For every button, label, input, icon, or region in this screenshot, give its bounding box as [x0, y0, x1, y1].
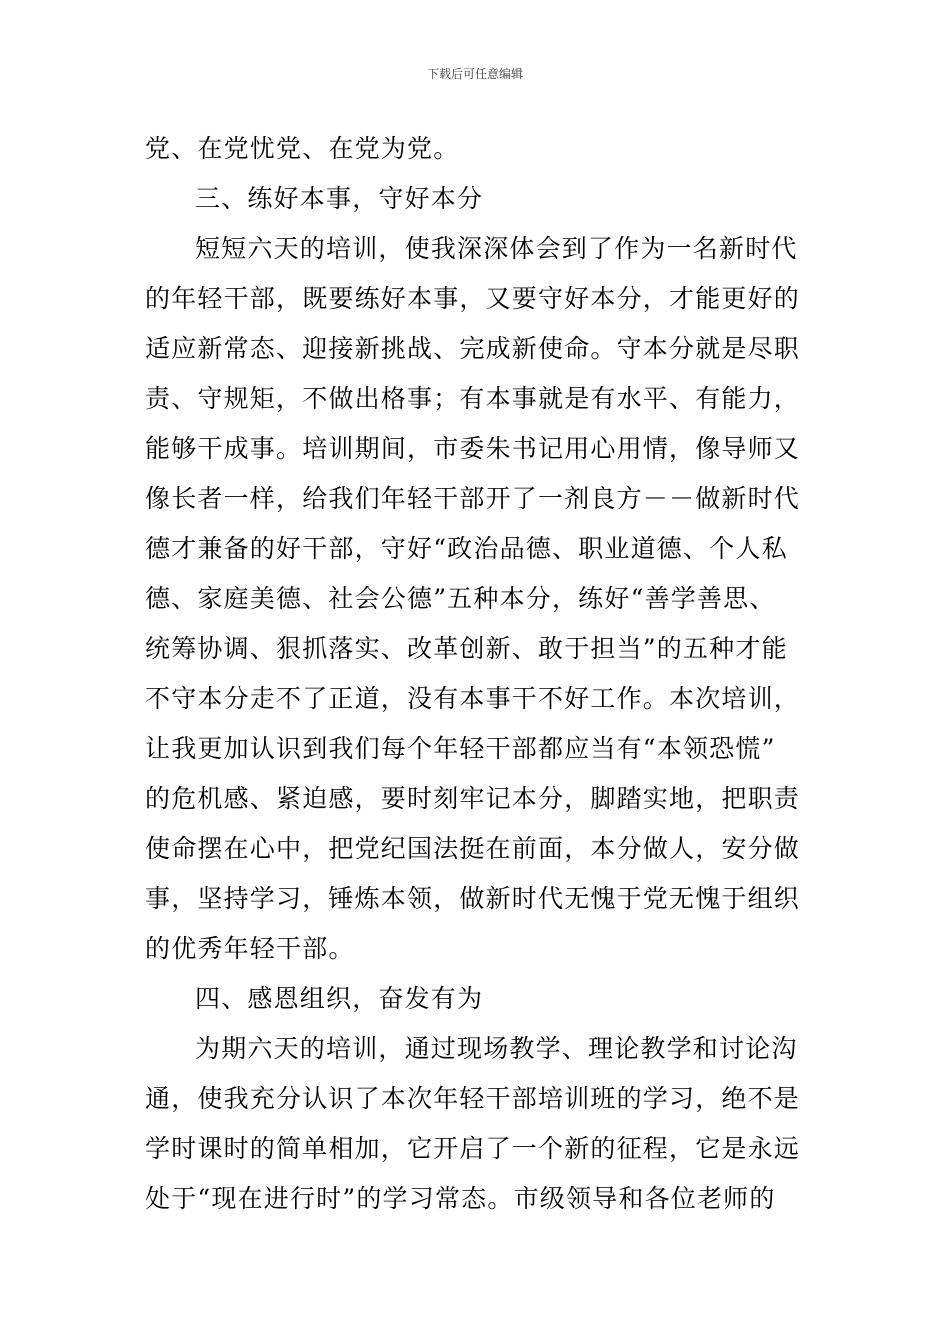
section-heading: 三、练好本事，守好本分: [195, 184, 484, 213]
text-line: 不守本分走不了正道，没有本事干不好工作。本次培训，: [145, 684, 801, 713]
text-line: 处于“现在进行时”的学习常态。市级领导和各位老师的: [145, 1184, 776, 1213]
text-line: 德才兼备的好干部，守好“政治品德、职业道德、个人私: [145, 534, 788, 563]
text-line: 的年轻干部，既要练好本事，又要守好本分，才能更好的: [145, 284, 801, 313]
page-header: 下载后可任意编辑: [426, 67, 523, 81]
text-line: 党、在党忧党、在党为党。: [145, 134, 460, 163]
text-line: 事，坚持学习，锤炼本领，做新时代无愧于党无愧于组织: [145, 884, 801, 913]
text-line: 像长者一样，给我们年轻干部开了一剂良方－－做新时代: [145, 484, 801, 513]
document-body: [145, 124, 810, 1224]
text-line: 的优秀年轻干部。: [145, 934, 355, 963]
text-line: 使命摆在心中，把党纪国法挺在前面，本分做人，安分做: [145, 834, 801, 863]
text-line: 能够干成事。培训期间，市委朱书记用心用情，像导师又: [145, 434, 801, 463]
section-heading: 四、感恩组织，奋发有为: [195, 984, 484, 1013]
text-line: 为期六天的培训，通过现场教学、理论教学和讨论沟: [195, 1034, 798, 1063]
text-line: 责、守规矩，不做出格事；有本事就是有水平、有能力，: [145, 384, 801, 413]
text-line: 适应新常态、迎接新挑战、完成新使命。守本分就是尽职: [145, 334, 801, 363]
text-line: 德、家庭美德、社会公德”五种本分，练好“善学善思、: [145, 584, 776, 613]
text-line: 的危机感、紧迫感，要时刻牢记本分，脚踏实地，把职责: [145, 784, 801, 813]
text-line: 通，使我充分认识了本次年轻干部培训班的学习，绝不是: [145, 1084, 801, 1113]
text-line: 让我更加认识到我们每个年轻干部都应当有“本领恐慌”: [145, 734, 776, 763]
text-line: 短短六天的培训，使我深深体会到了作为一名新时代: [195, 234, 798, 263]
text-line: 学时课时的简单相加，它开启了一个新的征程，它是永远: [145, 1134, 801, 1163]
text-line: 统筹协调、狠抓落实、改革创新、敢于担当”的五种才能: [145, 634, 788, 663]
